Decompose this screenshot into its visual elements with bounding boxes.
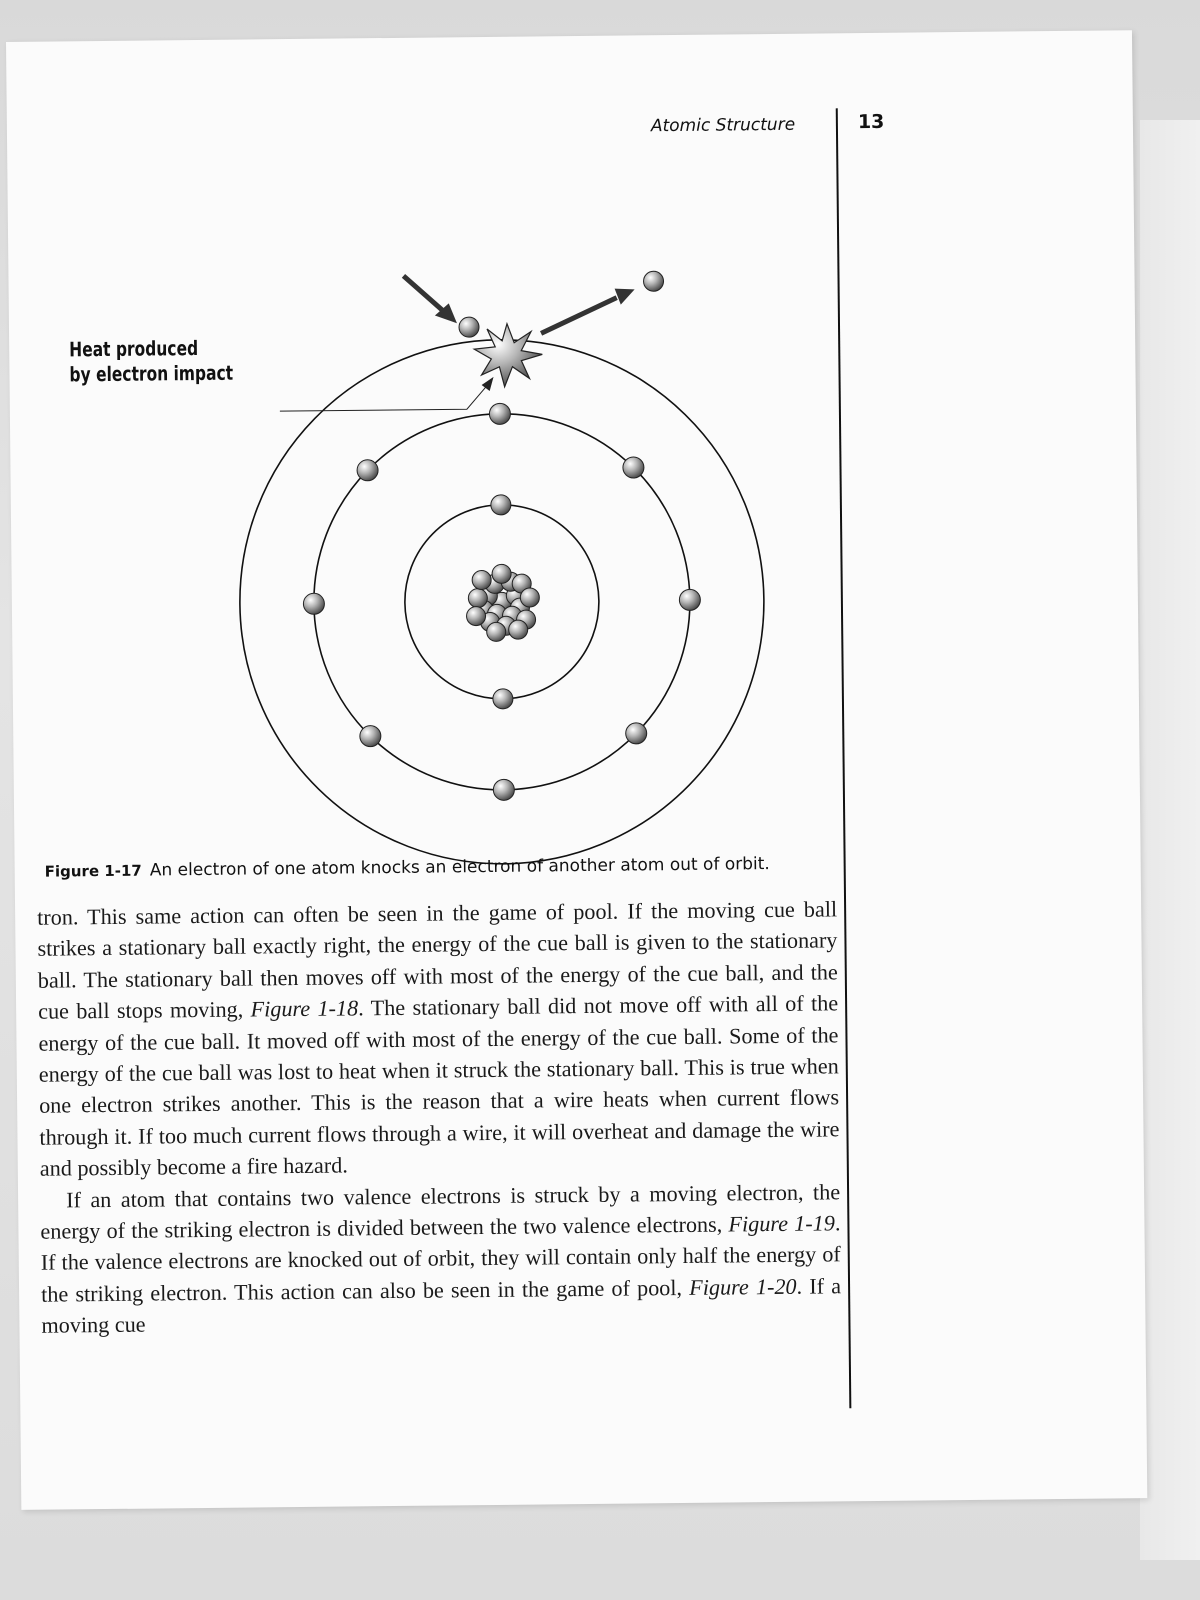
impact-star-icon [474,323,543,387]
middle-electron [679,589,700,610]
inner-electron [493,689,513,709]
middle-electron [626,723,647,744]
middle-electron [493,779,514,800]
heat-callout-label: Heat produced by electron impact [69,336,234,387]
nucleon [468,588,487,607]
middle-electron [357,460,378,481]
middle-electron [623,457,644,478]
callout-leader [280,385,488,411]
caption-text: An electron of one atom knocks an electron of another atom out of orbit. [149,854,770,881]
middle-electron [489,403,510,424]
incoming-electron [459,317,479,337]
nucleon [509,620,528,639]
figure-reference: Figure 1-20 [689,1273,797,1300]
incoming-arrow [403,275,456,324]
atom-diagram [48,223,855,871]
figure-reference: Figure 1-18 [250,995,359,1022]
ejected-electron [643,271,663,291]
paragraph-1: tron. This same action can often be seen in the game of pool. If the moving cue ball strikes a stationary ball exactly right, the energy of the cue ball is given to the stationary ball. The stationary ball then moves off with most of the energy of the cue ball, and the cue ball stops moving, Figure 1-18. The stationary ball did not move off with all of the energy of the cue ball. It moved off with most of the energy of the cue ball. Some of the energy of the cue ball was lost to heat when it struck the stationary ball. This is true when one electron strikes another. This is the reason that a wire heats when current flows through it. If too much current flows through a wire, it will overheat and damage the wire and possibly become a fire hazard. [37,896,840,1181]
paragraph-2: If an atom that contains two valence electrons is struck by a moving electron, the energy of the striking electron is divided between the two valence electrons, Figure 1-19. If the valence electrons are knocked out of orbit, they will contain only half the energy of the striking electron. This action can also be seen in the game of pool, Figure 1-20. If a moving cue [40,1178,842,1338]
inner-electron [491,495,511,515]
book-page [6,30,1147,1510]
body-text [37,893,842,1341]
nucleon [487,622,506,641]
nucleon [466,607,485,626]
adjacent-page-edge [1140,120,1200,1560]
nucleus [466,564,540,642]
nucleon [520,588,539,607]
page-number: 13 [857,110,885,134]
figure-reference: Figure 1-19 [728,1210,835,1237]
middle-electron [303,593,324,614]
outgoing-arrow [541,288,635,333]
running-header-title: Atomic Structure [650,114,796,137]
nucleon [472,570,491,589]
figure-number: Figure 1-17 [44,861,142,881]
nucleon [492,564,511,583]
middle-electron [360,726,381,747]
